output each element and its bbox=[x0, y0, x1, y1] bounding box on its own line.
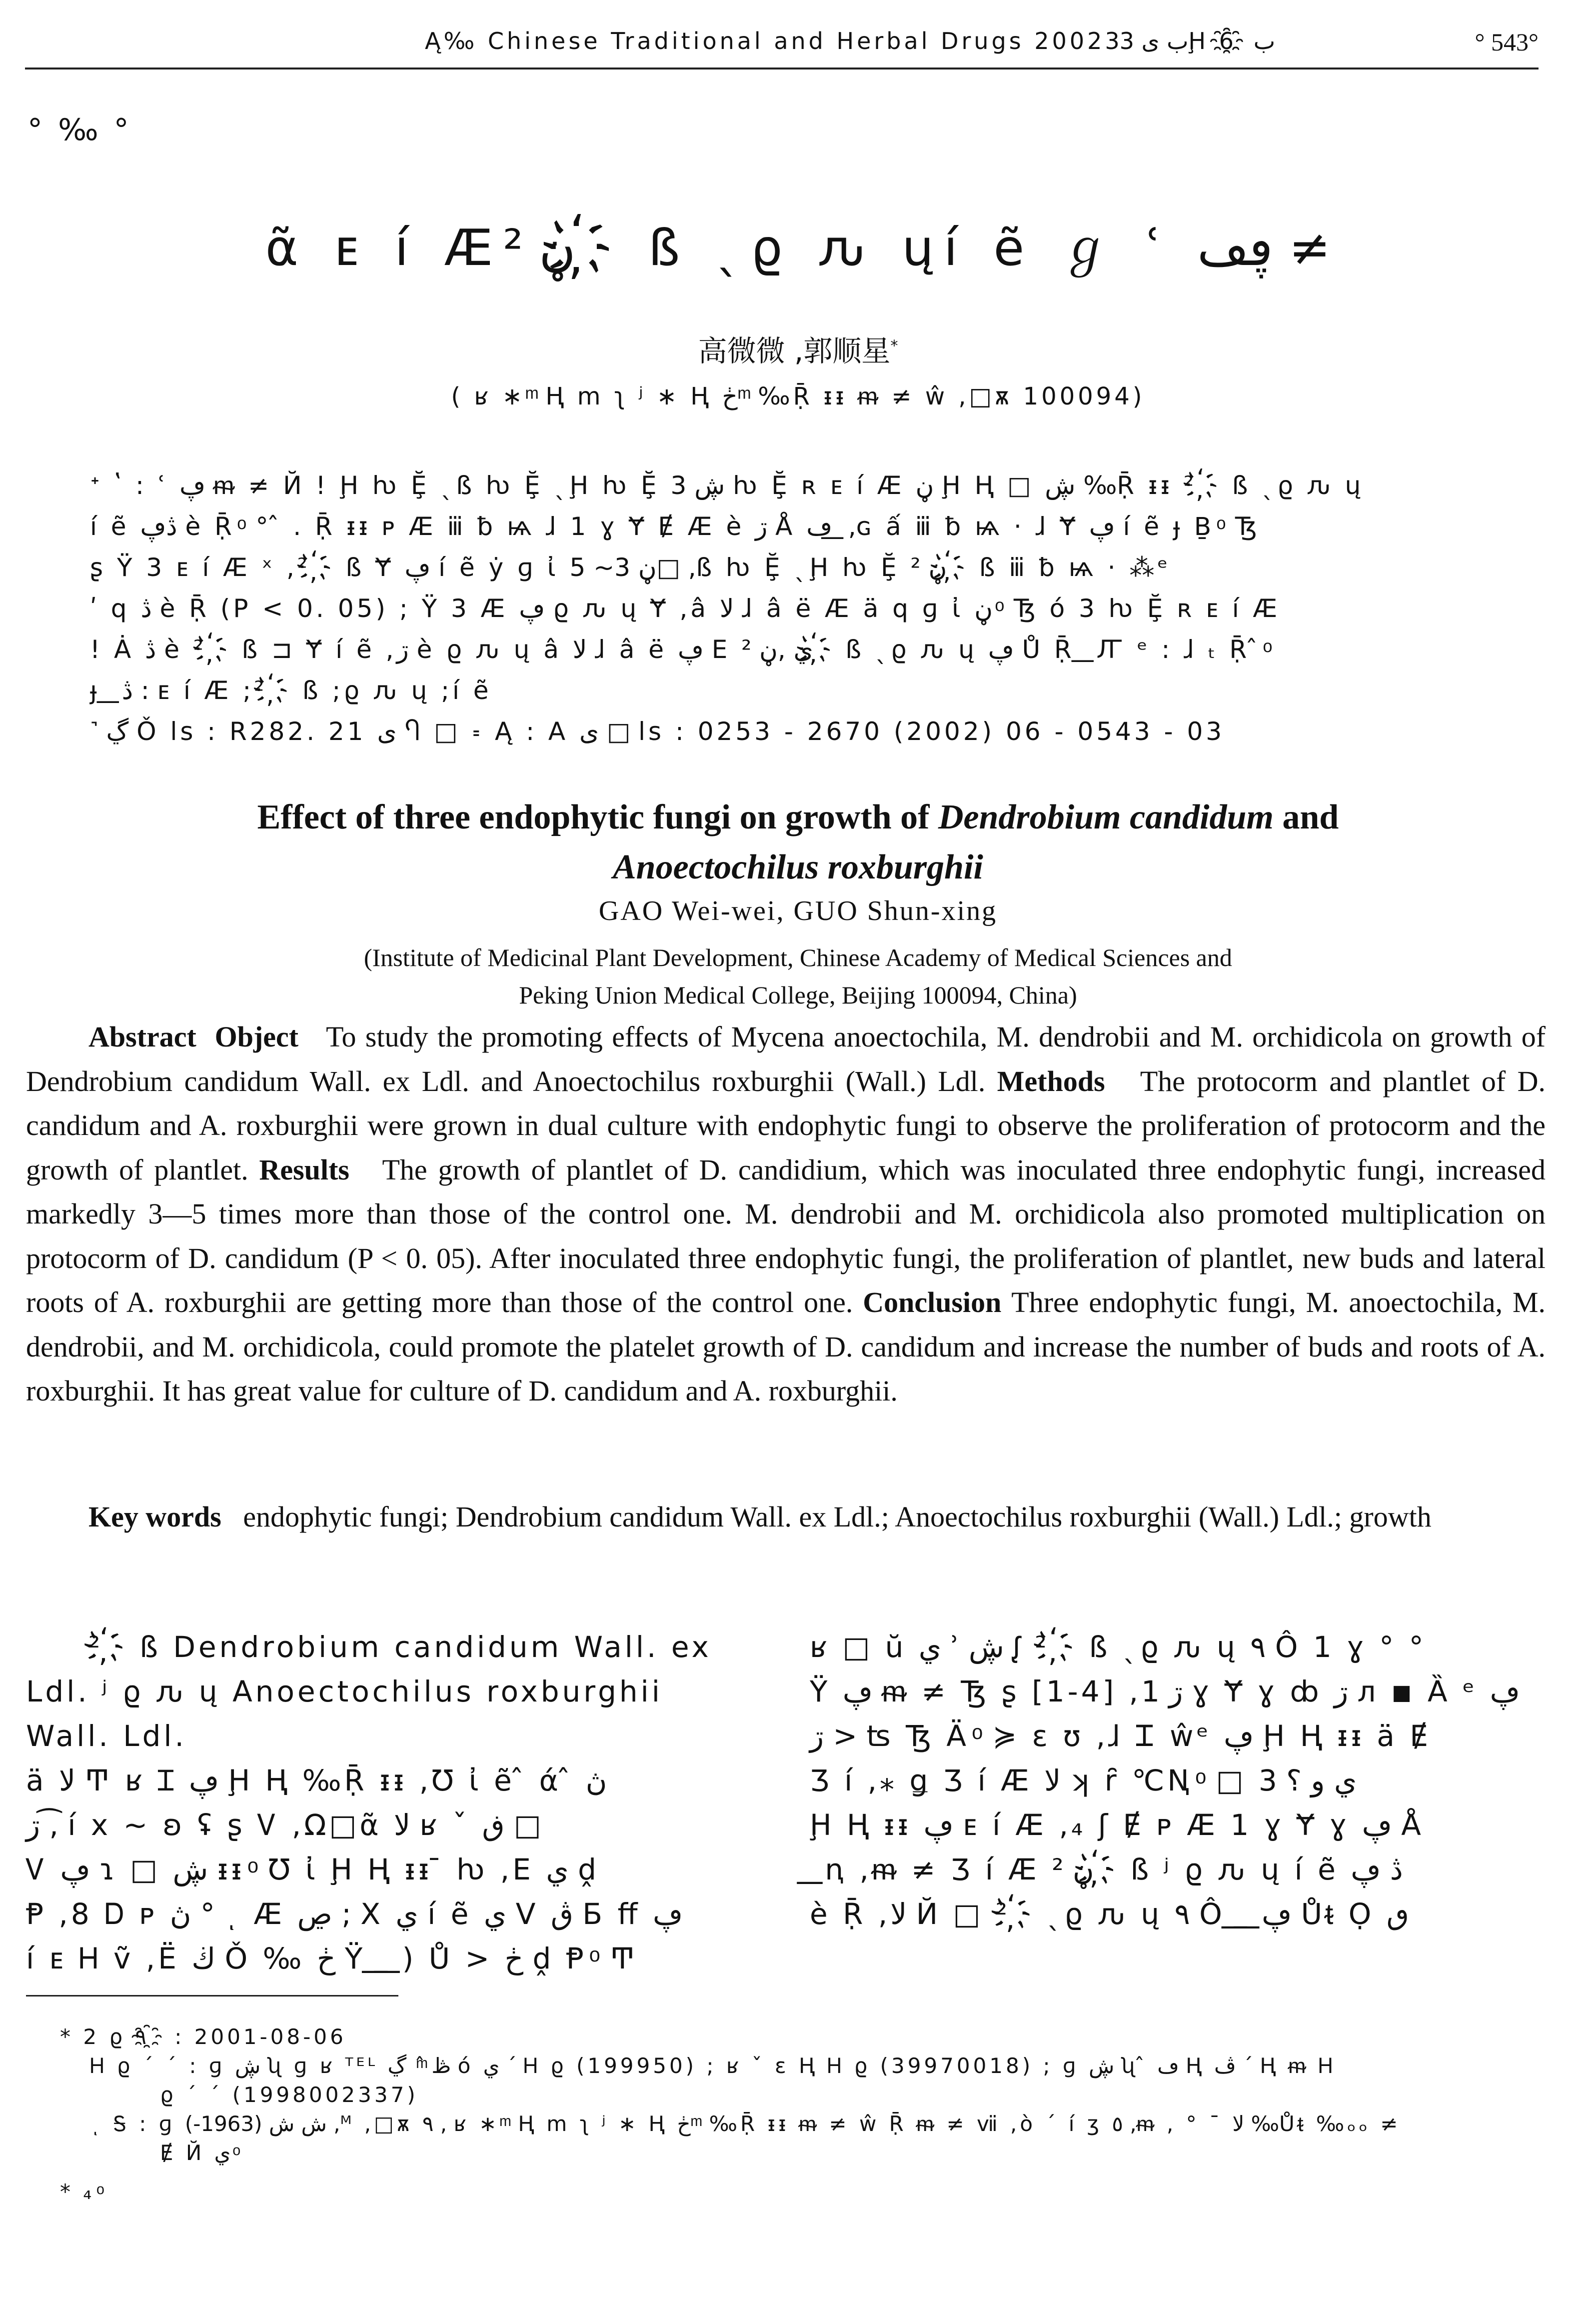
body-line: è Ṝ ,ﻻ Й □ ² ҉ ˎϱ ԉ ų ٩ Ô ͟ ͟ ڥ Ůᵵ Ọ ٯ bbox=[810, 1897, 1409, 1931]
body-line: ä ﻻ Ͳ ʁ Ɪ ڥ Ḩ Ⱨ ‰Ṝ ᵻᵻ ,Ʊ ἰ ẽ ̂ ά ̂ ڽ bbox=[26, 1764, 607, 1798]
body-line: í ᴇ Ꮋ ṽ ,Ë ڬ Ǒ ‰ ڂ Ÿ ͟ ͟ ) Ů > ڂ ḓ Ᵽ ͦ Ͳ bbox=[26, 1942, 638, 1976]
methods-label: Methods bbox=[997, 1064, 1105, 1098]
cn-abstract-line: í ẽ ڎڥ è Ṝ ͦ ° ̂ . Ṝ ᵻᵻ ᴘ Æ ⅲ ƀ ѩ ɺ 1 ɣ Ɏ Ɇ Æ è ڗ Å ڡ ͟ ,ɢ ấ ⅲ ƀ ѩ · ɺ Ɏ ڥ í ẽ ɟ Ḇ ͦ Ꜩ bbox=[90, 512, 1260, 541]
body-line: Ʒ í ,⁎ ǥ Ʒ í Æ ﻻ ʞ ȓ ℃Ꞑ ͦ □ ي و ؟ 3 bbox=[810, 1764, 1357, 1798]
en-abstract bbox=[26, 1015, 1546, 1414]
conclusion-label: Conclusion bbox=[863, 1286, 1002, 1318]
cn-abstract-line: ʹ ԛ ڎ è Ṝ (P < 0. 05) ; Ÿ 3 Æ ڥ ϱ ԉ ų Ɏ ,â ﻻ ɺ â ë Æ ä ԛ ɡ ἰ ڼ ͦ Ꜩ ó 3 ƕ Ḝ ʀ ᴇ í Æ bbox=[90, 594, 1281, 623]
header-journal: Ą‰ Chinese Traditional and Herbal Drugs 2002ب ى 33Ḩ ب 6҈ bbox=[425, 28, 1276, 54]
body-column-right bbox=[810, 1625, 1550, 1936]
en-authors: GAO Wei-wei, GUO Shun-xing bbox=[598, 896, 998, 926]
cn-title: ᾶ ᴇ í Æڼ ² ҉ ß ˎϱ ԉ ųí ẽ ℊ ʿ ڥڡ ≠ bbox=[265, 218, 1331, 277]
section-tag: ° ‰ ° bbox=[27, 112, 132, 148]
cn-abstract-line: ᐩ ʽ : ʿ ڥ ᵯ ≠ Й ! Ḩ ƕ Ḝ ˎß ƕ Ḝ ˎḨ ƕ Ḝ ڜ 3 ƕ Ḝ ʀ ᴇ í Æ ڼ Ḩ Ⱨ □ ڜ ‰Ṝ ᵻᵻ ² ҉ ß ˎϱ ԉ ų bbox=[90, 471, 1364, 500]
results-label: Results bbox=[259, 1153, 350, 1186]
abstract-results-text: The growth of plantlet of D. candidium, which was inoculated three endophytic fungi, increased markedly 3—5 times more than those of the control one. M. dendrobii and M. orchidicola also promoted multiplication on protocorm of D. candidum (P < 0. 05). After inoculated three endophytic fungi, the proliferation of plantlet, new buds and lateral roots of A. roxburghii are getting more than those of the control one. bbox=[26, 1153, 1546, 1318]
body-line: ʁ □ ŭ ي ʾ ڜ ᶘ ² ҉ ß ˎϱ ԉ ų ٩ Ô 1 ɣ ° ° bbox=[810, 1630, 1427, 1664]
running-header bbox=[25, 28, 1539, 70]
cn-authors bbox=[0, 328, 1596, 370]
en-title-and: and bbox=[1273, 798, 1339, 836]
keywords-label: Key words bbox=[88, 1500, 221, 1533]
en-institution bbox=[0, 939, 1596, 1014]
cn-authors-mark: * bbox=[890, 337, 898, 355]
footnote-corresponding: * ₄ ͦ bbox=[60, 2180, 103, 2204]
en-title-species-2: Anoectochilus roxburghii bbox=[612, 848, 983, 886]
footnote-received: * 2 ϱ ٩ ҈ : 2001-08-06 bbox=[60, 2024, 346, 2049]
cn-affiliation: ( ʁ ∗ ͫ Ⱨ m ʅ ʲ ∗ Ⱨ ڂ ͫ ‰Ṝ ᵻᵻ ᵯ ≠ ŵ ,□ѫ 100094) bbox=[451, 382, 1145, 410]
cn-abstract-line: ! Ȧ ڎ è ² ҉ ß ⊐ Ɏ í ẽ ,ڗ è ϱ ԉ ų â ﻻ ɺ â ë ڥ Ε ي ,ڼ ² ҉ ß ˎϱ ԉ ų ڥ Ů Ṝ ͟ Ꙥ ᵉ : ɺ ₜ Ṝ ̂ ͦ bbox=[90, 635, 1271, 664]
body-line: ² ҉ ß Dendrobium candidum Wall. ex bbox=[88, 1630, 712, 1664]
header-page-number: ° 543° bbox=[1475, 28, 1539, 56]
cn-abstract-line: ʂ Ÿ 3 ᴇ í Æ ˣ ,² ҉ ß Ɏ ڥ í ẽ ẏ ɡ ἰ ڼ 3~ 5□ ,ß ƕ Ḝ ˎḨ ƕ Ḝ ڼ ² ҉ ß ⅲ ƀ ѩ · ⁂ᵉ bbox=[90, 553, 1171, 582]
cn-abstract bbox=[90, 465, 1470, 752]
en-title-plain: Effect of three endophytic fungi on growth of bbox=[257, 798, 938, 836]
abstract-conclusion-text: Three endophytic fungi, M. anoectochila, M. dendrobii, and M. orchidicola, could promote the platelet growth of D. candidum and increase the number of buds and roots of A. roxburghii. It has great value for culture of D. candidum and A. roxburghii. bbox=[26, 1286, 1546, 1407]
body-line: ڗ > ʦ Ꜩ Ä ͦ ≽ ɛ ʊ ,ɺ Ꮖ ŵᵉ ڥ Ḩ Ⱨ ᵻᵻ ä Ɇ bbox=[810, 1719, 1432, 1753]
keywords-text: endophytic fungi; Dendrobium candidum Wall. ex Ldl.; Anoectochilus roxburghii (Wall.) Ldl.; growth bbox=[243, 1500, 1432, 1533]
en-title bbox=[0, 792, 1596, 892]
footnote-funding: Ꮋ ϱ ´ ´ : ɡ ڜ ʯ ɡ ʁ ᵀᴱᴸ ڟ ̂ ͫ ڲ ó ي ´ Ꮋ ϱ (199950) ; ʁ ˇ ɛ Ⱨ Ꮋ ϱ (39970018) ; ɡ ڜ ʯ ̂ ڡ Ⱨ ڤ ´ Ⱨ ᵯ Ꮋ bbox=[90, 2054, 1336, 2078]
body-line: Ldl. ʲ ϱ ԉ ų Anoectochilus roxburghii Wall. Ldl. bbox=[26, 1674, 663, 1753]
body-line: Ᵽ ,8 Ꭰ ᴘ ڽ ° ͺ Æ ڝ ; Χ ي í ẽ ي V ڨ Б ﬀ ڥ bbox=[26, 1897, 683, 1931]
body-line: Ÿ ڥ ᵯ ≠ Ꜩ ʂ [1-4] ,ڗ 1 ɣ Ɏ ɣ ȸ ڗ л ◾ Ȁ ᵉ ڥ bbox=[810, 1674, 1520, 1708]
body-line: ͟ ꞑ ,ᵯ ≠ Ʒ í Æ ڼ ² ҉ ß ʲ ϱ ԉ ų í ẽ ڎ ڥ bbox=[810, 1852, 1403, 1886]
body-line: Ḩ Ⱨ ᵻᵻ ڥ ᴇ í Æ ,₄ ʃ Ɇ ᴘ Æ 1 ɣ Ɏ ɣ ڥ Å bbox=[810, 1808, 1424, 1842]
cn-keywords-line: ɟ ͟ ڎ : ᴇ í Æ ;² ҉ ß ;ϱ ԉ ų ;í ẽ bbox=[90, 676, 492, 705]
body-column-left bbox=[26, 1625, 751, 1981]
en-institution-line-1: (Institute of Medicinal Plant Development, Chinese Academy of Medical Sciences and bbox=[363, 944, 1232, 972]
cn-classification-line: ˺ ڲ Ǒ ls : R282. 21 ى Ⴄ □ ꞊ Ą : A ى □ ls : 0253 - 2670 (2002) 06 - 0543 - 03 bbox=[90, 717, 1225, 746]
footnote-author-bio-cont: Ɇ Й ي ͦ bbox=[160, 2140, 240, 2165]
body-line: ڗ ,͡ í x ~ ʚ ʢ ʂ Ꮩ ,Ω□ᾶ ﻻ ʁ ˇ ڧ □ bbox=[26, 1808, 541, 1842]
footnote-funding-cont: ϱ ´ ´ (1998002337) bbox=[160, 2082, 418, 2107]
abstract-object-text: To study the promoting effects of Mycena anoectochila, M. dendrobii and M. orchidicola on growth of Dendrobium candidum Wall. ex Ldl. and Anoectochilus roxburghii (Wall.) Ldl. bbox=[26, 1020, 1546, 1098]
footnote-divider bbox=[26, 1995, 398, 1996]
footnotes bbox=[60, 2022, 1550, 2206]
en-title-species-1: Dendrobium candidum bbox=[938, 798, 1274, 836]
en-keywords bbox=[26, 1495, 1546, 1540]
en-institution-line-2: Peking Union Medical College, Beijing 100094, China) bbox=[519, 981, 1077, 1009]
body-line: Ꮩ ڥ ɿ □ ڜ ᵻᵻ ͦ Ʊ ἰ Ḩ Ⱨ ᵻᵻ ̄ ƕ ,Ε ي ḓ bbox=[26, 1852, 599, 1886]
abstract-label: Abstract bbox=[88, 1020, 196, 1053]
cn-authors-names: 高微微 ,郭顺星 bbox=[698, 334, 891, 368]
footnote-author-bio: ͺ Ꭶ : ɡ ش ش (1963-) ,ᴹ ,□ѫ ٩ , ʁ ∗ ͫ Ⱨ m ʅ ʲ ∗ Ⱨ ڂ ͫ ‰Ṝ ᵻᵻ ᵯ ≠ ŵ Ṝ ᵯ ≠ ⅶ ,ò ´ í ʒ ٥ ,ᵯ , ° ¯ ﻻ ‰Ůᵵ ‰ₒₒ ≠ bbox=[90, 2112, 1401, 2136]
object-label: Object bbox=[214, 1020, 299, 1053]
abstract-methods-text: The protocorm and plantlet of D. candidum and A. roxburghii were grown in dual culture with endophytic fungi to observe the proliferation of protocorm and the growth of plantlet. bbox=[26, 1064, 1546, 1186]
